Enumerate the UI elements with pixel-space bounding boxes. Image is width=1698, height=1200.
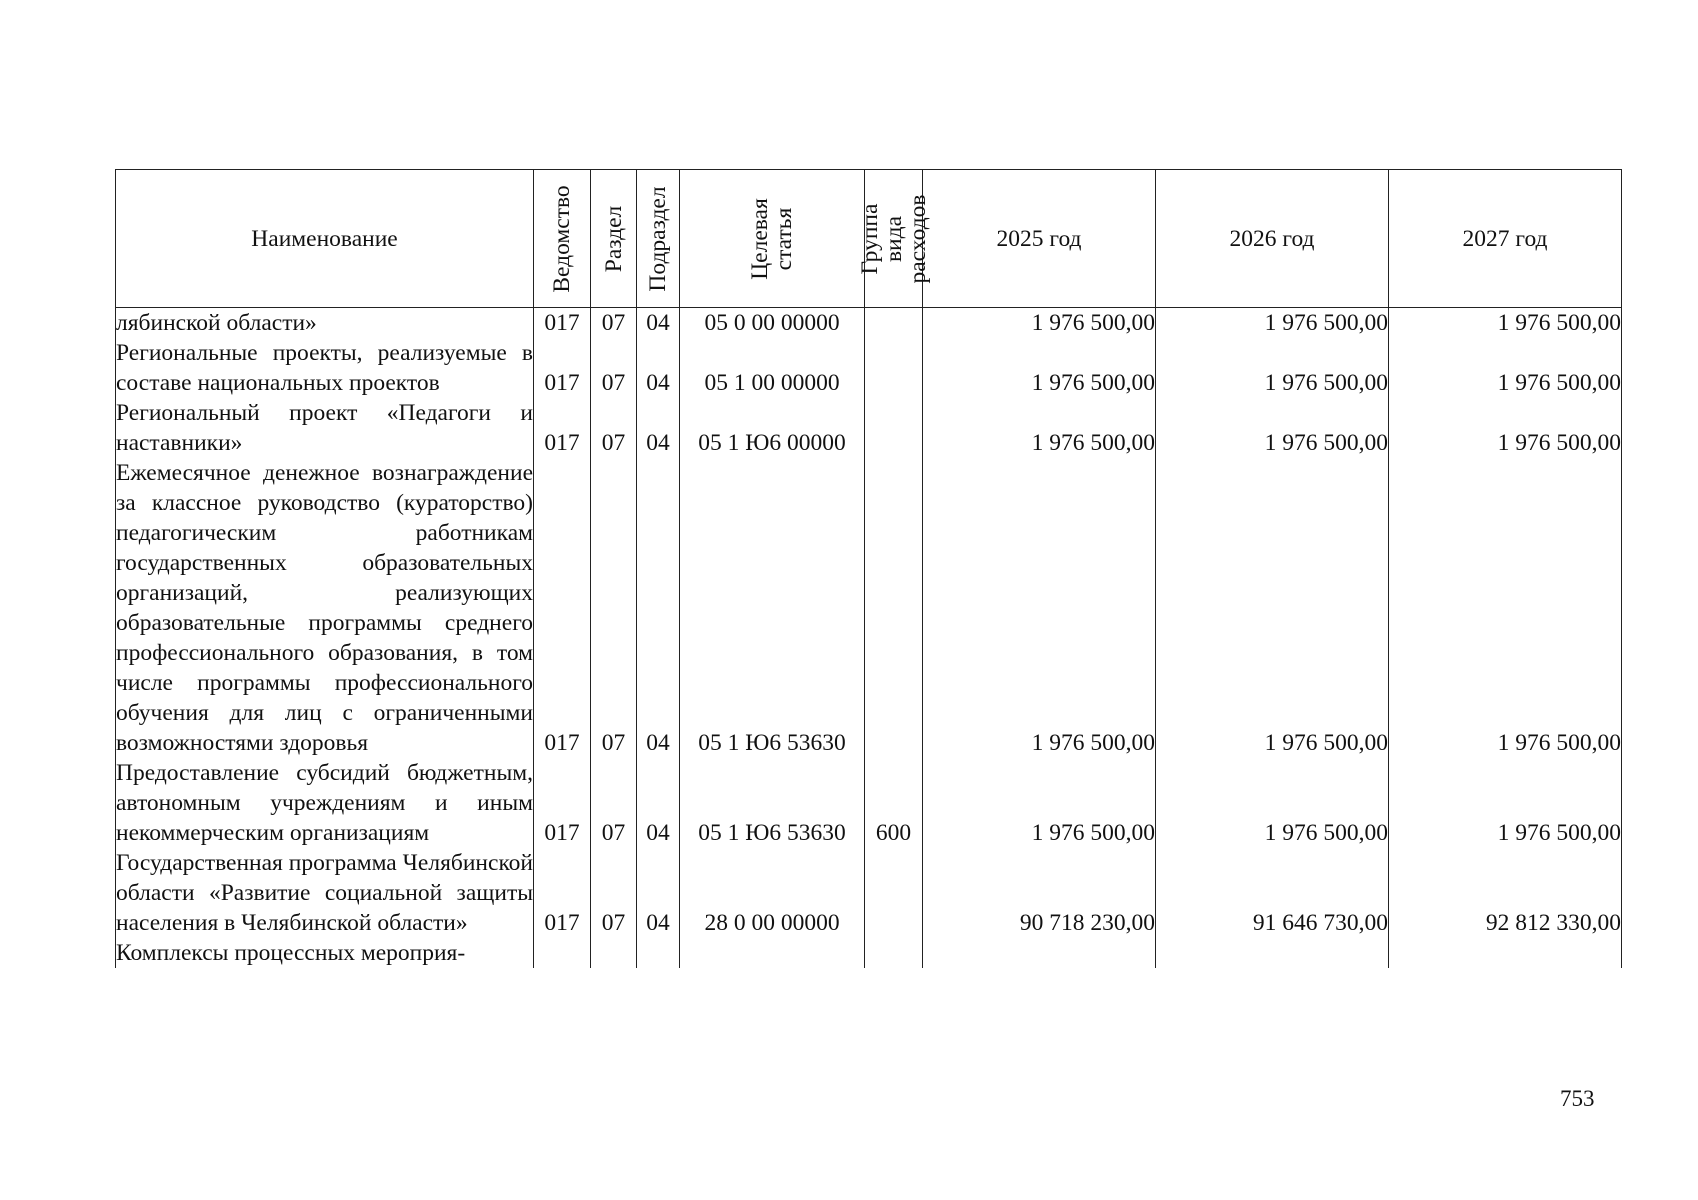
row-podrazdel: 04 <box>637 458 680 758</box>
table-row <box>116 308 1622 339</box>
row-podrazdel: 04 <box>637 398 680 458</box>
row-2026: 1 976 500,00 <box>1156 308 1389 339</box>
row-gruppa <box>865 848 923 938</box>
table-row <box>116 848 1622 938</box>
row-2026: 1 976 500,00 <box>1156 458 1389 758</box>
row-gruppa: 600 <box>865 758 923 848</box>
row-2027: 1 976 500,00 <box>1389 458 1622 758</box>
row-2026: 91 646 730,00 <box>1156 848 1389 938</box>
row-2026: 1 976 500,00 <box>1156 338 1389 398</box>
header-row <box>116 170 1622 308</box>
row-name: Предоставление субсидий бюджетным, автономным учреждениям и иным некоммерческим организациям <box>116 760 533 846</box>
row-2026: 1 976 500,00 <box>1156 398 1389 458</box>
row-vedomstvo: 017 <box>534 458 591 758</box>
row-2025: 1 976 500,00 <box>923 398 1156 458</box>
row-2027: 1 976 500,00 <box>1389 758 1622 848</box>
row-razdel: 07 <box>591 398 637 458</box>
row-razdel: 07 <box>591 338 637 398</box>
row-podrazdel <box>637 938 680 968</box>
table-row <box>116 458 1622 758</box>
row-razdel: 07 <box>591 848 637 938</box>
row-name: Комплексы процессных мероприя- <box>116 938 534 968</box>
row-gruppa <box>865 338 923 398</box>
row-2026 <box>1156 938 1389 968</box>
row-celevaya-statya: 28 0 00 00000 <box>680 848 865 938</box>
header-podrazdel: Подраздел <box>637 170 680 308</box>
row-celevaya-statya: 05 1 00 00000 <box>680 338 865 398</box>
row-vedomstvo: 017 <box>534 308 591 339</box>
header-2027: 2027 год <box>1389 170 1622 308</box>
row-2025: 90 718 230,00 <box>923 848 1156 938</box>
row-2025: 1 976 500,00 <box>923 458 1156 758</box>
row-2025: 1 976 500,00 <box>923 338 1156 398</box>
row-vedomstvo: 017 <box>534 398 591 458</box>
row-2025: 1 976 500,00 <box>923 308 1156 339</box>
row-name: Ежемесячное денежное вознаграждение за классное руководство (кураторство) педагогическим работникам государственных образовательных организаций, реализующих образовательные программы среднего профессионального образования, в том числе программы профессионального обучения для лиц с ограниченными возможностями здоровья <box>116 460 533 756</box>
row-name: Государственная программа Челябинской области «Развитие социальной защиты населения в Челябинской области» <box>116 850 533 936</box>
row-celevaya-statya: 05 1 Ю6 53630 <box>680 758 865 848</box>
row-vedomstvo <box>534 938 591 968</box>
row-vedomstvo: 017 <box>534 848 591 938</box>
header-gruppa-vida-rashodov: Группа вида расходов <box>865 170 923 308</box>
row-podrazdel: 04 <box>637 848 680 938</box>
row-gruppa <box>865 938 923 968</box>
row-celevaya-statya <box>680 938 865 968</box>
row-podrazdel: 04 <box>637 338 680 398</box>
row-2027: 1 976 500,00 <box>1389 338 1622 398</box>
row-razdel <box>591 938 637 968</box>
row-name: Региональный проект «Педагоги и наставники» <box>116 400 533 456</box>
row-vedomstvo: 017 <box>534 758 591 848</box>
row-gruppa <box>865 398 923 458</box>
header-vedomstvo: Ведомство <box>534 170 591 308</box>
row-2027: 1 976 500,00 <box>1389 308 1622 339</box>
row-razdel: 07 <box>591 308 637 339</box>
budget-table <box>115 169 1622 968</box>
row-celevaya-statya: 05 0 00 00000 <box>680 308 865 339</box>
header-celevaya-statya: Целевая статья <box>680 170 865 308</box>
header-2025: 2025 год <box>923 170 1156 308</box>
table-row <box>116 938 1622 968</box>
row-2025 <box>923 938 1156 968</box>
row-2027 <box>1389 938 1622 968</box>
row-celevaya-statya: 05 1 Ю6 00000 <box>680 398 865 458</box>
row-name: лябинской области» <box>116 308 534 339</box>
header-2026: 2026 год <box>1156 170 1389 308</box>
row-name: Региональные проекты, реализуемые в составе национальных проектов <box>116 340 533 396</box>
table-row <box>116 398 1622 458</box>
row-2027: 92 812 330,00 <box>1389 848 1622 938</box>
header-name: Наименование <box>116 170 534 308</box>
row-celevaya-statya: 05 1 Ю6 53630 <box>680 458 865 758</box>
table-row <box>116 338 1622 398</box>
row-gruppa <box>865 308 923 339</box>
row-podrazdel: 04 <box>637 308 680 339</box>
row-razdel: 07 <box>591 758 637 848</box>
row-2027: 1 976 500,00 <box>1389 398 1622 458</box>
table-row <box>116 758 1622 848</box>
row-vedomstvo: 017 <box>534 338 591 398</box>
row-razdel: 07 <box>591 458 637 758</box>
row-2025: 1 976 500,00 <box>923 758 1156 848</box>
page-number: 753 <box>1560 1086 1595 1111</box>
row-gruppa <box>865 458 923 758</box>
row-2026: 1 976 500,00 <box>1156 758 1389 848</box>
header-razdel: Раздел <box>591 170 637 308</box>
row-podrazdel: 04 <box>637 758 680 848</box>
